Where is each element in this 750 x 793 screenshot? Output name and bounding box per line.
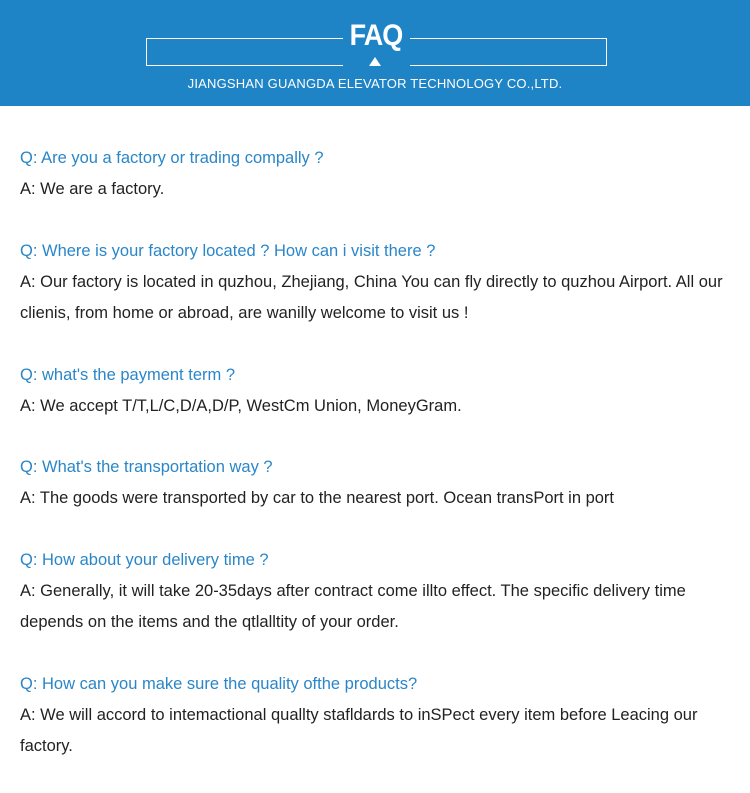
- faq-question: Q: Are you a factory or trading compally ?: [20, 149, 324, 167]
- company-name: JIANGSHAN GUANGDA ELEVATOR TECHNOLOGY CO.,LTD.: [187, 76, 563, 91]
- faq-list: [20, 143, 735, 793]
- faq-question: Q: what's the payment term ?: [20, 365, 235, 384]
- faq-answer: A: Generally, it will take 20-35days after contract come illto effect. The specific delivery time depends on the items and the qtlalltity of your order.: [20, 581, 686, 631]
- title-frame-right: [410, 38, 607, 66]
- faq-item: [20, 143, 735, 206]
- faq-answer: A: We will accord to intemactional quallty stafldards to inSPect every item before Leacing our factory.: [20, 705, 698, 755]
- faq-question: Q: What's the transportation way ?: [20, 458, 273, 476]
- faq-answer: A: Our factory is located in quzhou, Zhejiang, China You can fly directly to quzhou Airport. All our clienis, from home or abroad, are wanilly welcome to visit us !: [20, 272, 723, 322]
- faq-question: Q: Where is your factory located ? How can i visit there ?: [20, 241, 436, 260]
- faq-item: [20, 452, 735, 515]
- faq-question: Q: How about your delivery time ?: [20, 550, 269, 569]
- faq-answer: A: The goods were transported by car to the nearest port. Ocean transPort in port: [20, 489, 615, 507]
- faq-item: [20, 669, 735, 763]
- faq-item: [20, 360, 735, 423]
- faq-item: [20, 236, 735, 330]
- faq-item: [20, 545, 735, 639]
- faq-answer: A: We accept T/T,L/C,D/A,D/P, WestCm Union, MoneyGram.: [20, 396, 462, 415]
- faq-question: Q: How can you make sure the quality ofthe products?: [20, 674, 418, 693]
- header-banner: [0, 0, 750, 106]
- faq-answer: A: We are a factory.: [20, 180, 165, 198]
- page-title: FAQ: [349, 19, 403, 52]
- title-frame-left: [146, 38, 343, 66]
- caret-up-icon: [369, 57, 381, 66]
